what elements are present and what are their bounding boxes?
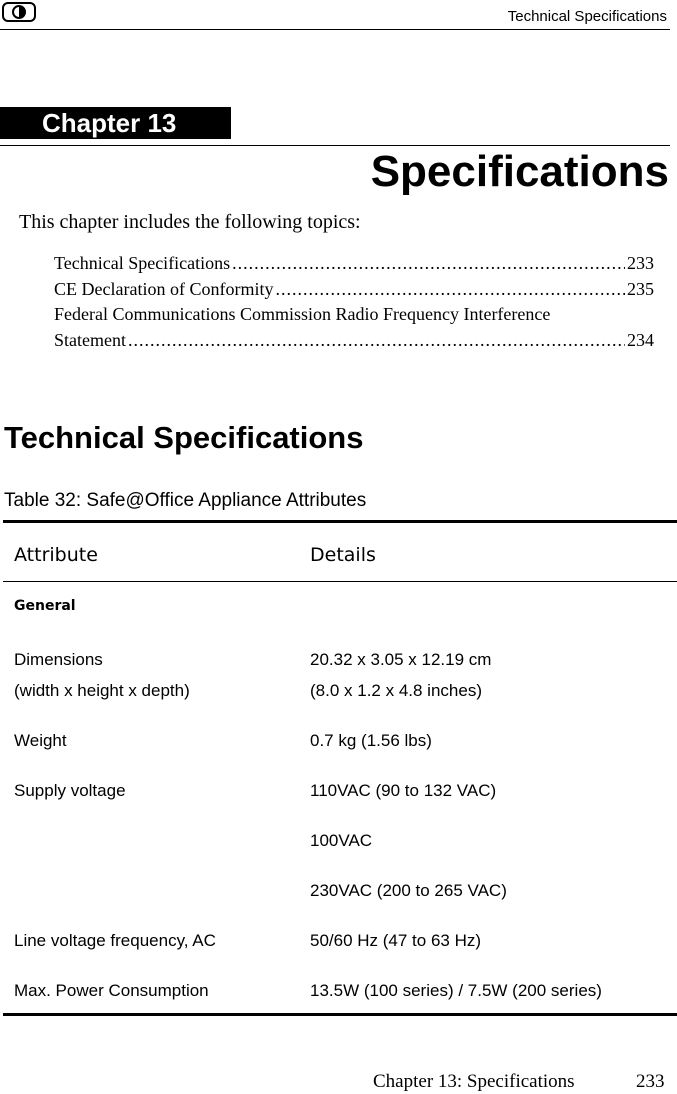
column-header-details: Details — [310, 544, 376, 566]
toc-entry-title: Technical Specifications — [54, 253, 231, 273]
details-cell: (8.0 x 1.2 x 4.8 inches) — [310, 681, 482, 700]
attribute-cell: Supply voltage — [14, 781, 126, 800]
logo-icon — [2, 2, 36, 22]
toc-leader — [275, 277, 625, 303]
header-divider — [0, 29, 670, 30]
toc-entry-title-continued: Statement — [54, 329, 126, 350]
chapter-title: Specifications — [370, 147, 669, 196]
column-header-attribute: Attribute — [14, 544, 98, 566]
attribute-cell: (width x height x depth) — [14, 681, 190, 700]
chapter-intro: This chapter includes the following topics: — [19, 211, 361, 233]
table-top-rule — [3, 520, 677, 523]
attribute-cell: Max. Power Consumption — [14, 981, 209, 1000]
section-title: Technical Specifications — [4, 420, 364, 455]
toc-entry-ce-declaration[interactable] — [54, 277, 654, 303]
table-bottom-rule — [3, 1013, 677, 1016]
toc-entry-page: 234 — [627, 329, 654, 350]
attribute-cell: Dimensions — [14, 650, 103, 669]
toc-entry-technical-specifications[interactable] — [54, 251, 654, 277]
details-cell: 50/60 Hz (47 to 63 Hz) — [310, 931, 482, 950]
attribute-cell: Line voltage frequency, AC — [14, 931, 216, 950]
toc-entry-page: 235 — [627, 278, 654, 299]
toc-entry-fcc-statement[interactable] — [54, 302, 654, 353]
table-group-general: General — [14, 598, 76, 614]
chapter-badge: Chapter 13 — [0, 107, 231, 139]
footer-page-number: 233 — [636, 1071, 665, 1092]
details-cell: 20.32 x 3.05 x 12.19 cm — [310, 650, 492, 669]
toc-leader — [232, 251, 625, 277]
footer-chapter: Chapter 13: Specifications — [373, 1071, 575, 1092]
details-cell: 0.7 kg (1.56 lbs) — [310, 731, 432, 750]
toc-entry-page: 233 — [627, 253, 654, 273]
table-header-rule — [3, 581, 677, 582]
running-header: Technical Specifications — [507, 8, 667, 25]
details-cell: 100VAC — [310, 831, 373, 850]
details-cell: 230VAC (200 to 265 VAC) — [310, 881, 507, 900]
details-cell: 110VAC (90 to 132 VAC) — [310, 781, 497, 800]
toc-entry-title: Federal Communications Commission Radio Frequency Interference — [54, 304, 551, 324]
attribute-cell: Weight — [14, 731, 67, 750]
topic-list — [54, 251, 654, 353]
toc-entry-title: CE Declaration of Conformity — [54, 278, 274, 299]
table-caption: Table 32: Safe@Office Appliance Attributes — [4, 490, 367, 511]
details-cell: 13.5W (100 series) / 7.5W (200 series) — [310, 981, 602, 1000]
toc-leader — [128, 328, 625, 354]
